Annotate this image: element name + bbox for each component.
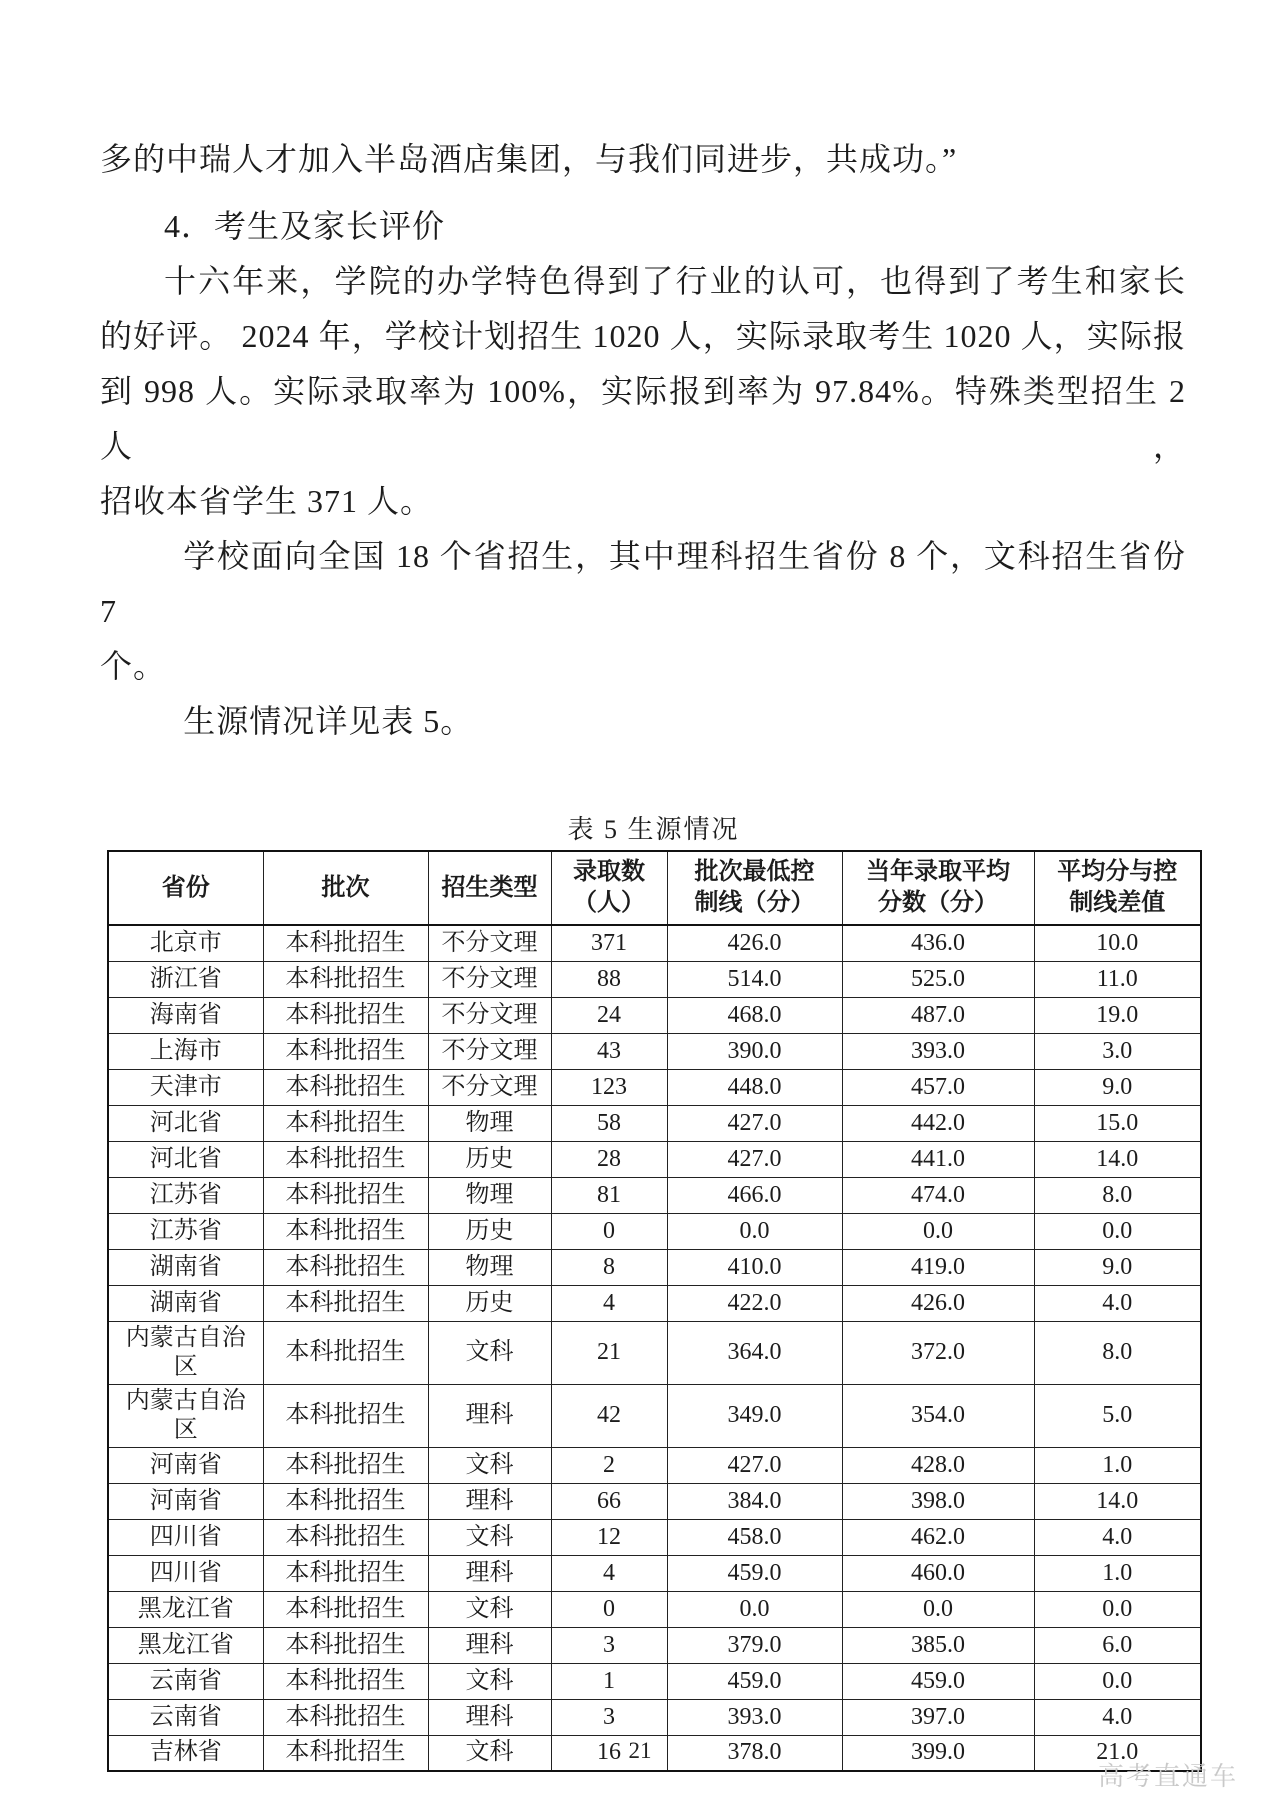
table-cell: 14.0 — [1034, 1141, 1201, 1177]
paragraph-line: 招收本省学生 371 人。 — [100, 483, 434, 519]
table-row — [108, 1285, 1201, 1321]
table-cell: 428.0 — [842, 1447, 1034, 1483]
table-cell: 内蒙古自治区 — [108, 1384, 263, 1447]
table-cell: 1.0 — [1034, 1447, 1201, 1483]
table-cell: 物理 — [428, 1249, 551, 1285]
table-cell: 487.0 — [842, 997, 1034, 1033]
table-row — [108, 1627, 1201, 1663]
table-cell: 河南省 — [108, 1447, 263, 1483]
table-cell: 15.0 — [1034, 1105, 1201, 1141]
table-cell: 19.0 — [1034, 997, 1201, 1033]
table-cell: 文科 — [428, 1663, 551, 1699]
paragraph-line: 十六年来，学院的办学特色得到了行业的认可，也得到了考生和家长 — [164, 263, 1186, 299]
table-cell: 本科批招生 — [263, 1591, 428, 1627]
table-cell: 81 — [551, 1177, 667, 1213]
table-body — [108, 925, 1201, 1771]
table-row — [108, 1321, 1201, 1384]
table-cell: 8.0 — [1034, 1321, 1201, 1384]
table-cell: 88 — [551, 961, 667, 997]
table-header-row — [108, 851, 1201, 925]
table-cell: 文科 — [428, 1519, 551, 1555]
table-row — [108, 961, 1201, 997]
table-row — [108, 1249, 1201, 1285]
table-cell: 5.0 — [1034, 1384, 1201, 1447]
paragraph-line: 到 998 人。实际录取率为 100%，实际报到率为 97.84%。特殊类型招生 2 人， — [100, 373, 1186, 464]
table-cell: 本科批招生 — [263, 1483, 428, 1519]
table-cell: 0 — [551, 1591, 667, 1627]
table-cell: 427.0 — [667, 1105, 842, 1141]
table-cell: 0.0 — [842, 1591, 1034, 1627]
header-cell: 省份 — [108, 851, 263, 925]
table-cell: 28 — [551, 1141, 667, 1177]
table-cell: 460.0 — [842, 1555, 1034, 1591]
table-cell: 不分文理 — [428, 961, 551, 997]
table-cell: 459.0 — [667, 1555, 842, 1591]
table-cell: 349.0 — [667, 1384, 842, 1447]
table-cell: 黑龙江省 — [108, 1591, 263, 1627]
table-cell: 物理 — [428, 1177, 551, 1213]
table-cell: 390.0 — [667, 1033, 842, 1069]
table-cell: 43 — [551, 1033, 667, 1069]
table-cell: 10.0 — [1034, 925, 1201, 961]
table-cell: 云南省 — [108, 1699, 263, 1735]
table-cell: 426.0 — [842, 1285, 1034, 1321]
table-cell: 本科批招生 — [263, 1735, 428, 1771]
table-cell: 3.0 — [1034, 1033, 1201, 1069]
table-cell: 436.0 — [842, 925, 1034, 961]
table-cell: 本科批招生 — [263, 1321, 428, 1384]
table-cell: 本科批招生 — [263, 1519, 428, 1555]
table-row — [108, 1555, 1201, 1591]
table-cell: 393.0 — [842, 1033, 1034, 1069]
table-cell: 本科批招生 — [263, 1384, 428, 1447]
table-cell: 371 — [551, 925, 667, 961]
table-row — [108, 925, 1201, 961]
table-cell: 内蒙古自治区 — [108, 1321, 263, 1384]
table-cell: 6.0 — [1034, 1627, 1201, 1663]
table-cell: 文科 — [428, 1591, 551, 1627]
header-cell: 批次最低控 制线（分） — [667, 851, 842, 925]
table-cell: 本科批招生 — [263, 1285, 428, 1321]
table-cell: 吉林省 — [108, 1735, 263, 1771]
table-cell: 本科批招生 — [263, 1627, 428, 1663]
table-row — [108, 1177, 1201, 1213]
table-cell: 410.0 — [667, 1249, 842, 1285]
table-cell: 9.0 — [1034, 1069, 1201, 1105]
table-cell: 123 — [551, 1069, 667, 1105]
table-cell: 9.0 — [1034, 1249, 1201, 1285]
table-cell: 426.0 — [667, 925, 842, 961]
table-cell: 379.0 — [667, 1627, 842, 1663]
paragraph-line: 的好评。 2024 年，学校计划招生 1020 人，实际录取考生 1020 人，实际报 — [100, 318, 1186, 354]
table-row — [108, 1213, 1201, 1249]
table-row — [108, 1033, 1201, 1069]
table-cell: 历史 — [428, 1213, 551, 1249]
table-cell: 24 — [551, 997, 667, 1033]
table-cell: 3 — [551, 1699, 667, 1735]
table-cell: 本科批招生 — [263, 1177, 428, 1213]
table-cell: 0.0 — [667, 1213, 842, 1249]
table-cell: 物理 — [428, 1105, 551, 1141]
table-cell: 66 — [551, 1483, 667, 1519]
table-cell: 58 — [551, 1105, 667, 1141]
table-row — [108, 1447, 1201, 1483]
table-cell: 16 — [551, 1735, 667, 1771]
table-row — [108, 1663, 1201, 1699]
table-cell: 441.0 — [842, 1141, 1034, 1177]
table-cell: 不分文理 — [428, 997, 551, 1033]
table-cell: 14.0 — [1034, 1483, 1201, 1519]
table-cell: 466.0 — [667, 1177, 842, 1213]
table-cell: 本科批招生 — [263, 1105, 428, 1141]
table-cell: 384.0 — [667, 1483, 842, 1519]
table-cell: 0 — [551, 1213, 667, 1249]
table-cell: 本科批招生 — [263, 1069, 428, 1105]
table-row — [108, 1384, 1201, 1447]
table-cell: 462.0 — [842, 1519, 1034, 1555]
table-cell: 本科批招生 — [263, 997, 428, 1033]
header-cell: 招生类型 — [428, 851, 551, 925]
table-cell: 文科 — [428, 1321, 551, 1384]
section-heading: 4．考生及家长评价 — [164, 208, 446, 244]
table-cell: 427.0 — [667, 1447, 842, 1483]
table-row — [108, 997, 1201, 1033]
table-cell: 4 — [551, 1285, 667, 1321]
table-cell: 江苏省 — [108, 1177, 263, 1213]
table-cell: 不分文理 — [428, 925, 551, 961]
header-cell: 批次 — [263, 851, 428, 925]
table-cell: 393.0 — [667, 1699, 842, 1735]
table-cell: 448.0 — [667, 1069, 842, 1105]
table-cell: 4.0 — [1034, 1285, 1201, 1321]
table-cell: 4.0 — [1034, 1519, 1201, 1555]
table-cell: 422.0 — [667, 1285, 842, 1321]
table-cell: 2 — [551, 1447, 667, 1483]
table-row — [108, 1483, 1201, 1519]
table-cell: 本科批招生 — [263, 925, 428, 961]
table-cell: 本科批招生 — [263, 1033, 428, 1069]
table-cell: 21 — [551, 1321, 667, 1384]
page-content — [100, 0, 1186, 1772]
table-cell: 江苏省 — [108, 1213, 263, 1249]
table-cell: 42 — [551, 1384, 667, 1447]
table-row — [108, 1141, 1201, 1177]
table-row — [108, 1105, 1201, 1141]
table-cell: 474.0 — [842, 1177, 1034, 1213]
table-row — [108, 1699, 1201, 1735]
table-cell: 0.0 — [1034, 1213, 1201, 1249]
table-cell: 1 — [551, 1663, 667, 1699]
table-cell: 8.0 — [1034, 1177, 1201, 1213]
table-cell: 天津市 — [108, 1069, 263, 1105]
table-cell: 459.0 — [842, 1663, 1034, 1699]
table-cell: 云南省 — [108, 1663, 263, 1699]
table-cell: 本科批招生 — [263, 1249, 428, 1285]
table-cell: 黑龙江省 — [108, 1627, 263, 1663]
table-row — [108, 1519, 1201, 1555]
table-cell: 21.0 — [1034, 1735, 1201, 1771]
table-cell: 理科 — [428, 1699, 551, 1735]
table-cell: 文科 — [428, 1447, 551, 1483]
table-cell: 4.0 — [1034, 1699, 1201, 1735]
table-cell: 湖南省 — [108, 1249, 263, 1285]
table-cell: 385.0 — [842, 1627, 1034, 1663]
table-cell: 419.0 — [842, 1249, 1034, 1285]
table-cell: 0.0 — [1034, 1663, 1201, 1699]
table-cell: 历史 — [428, 1285, 551, 1321]
table-row — [108, 1591, 1201, 1627]
page-number: 21 — [628, 1738, 652, 1763]
table-cell: 372.0 — [842, 1321, 1034, 1384]
table-cell: 442.0 — [842, 1105, 1034, 1141]
header-cell: 当年录取平均 分数（分） — [842, 851, 1034, 925]
table-cell: 12 — [551, 1519, 667, 1555]
table-cell: 457.0 — [842, 1069, 1034, 1105]
table-cell: 8 — [551, 1249, 667, 1285]
header-cell: 平均分与控 制线差值 — [1034, 851, 1201, 925]
table-cell: 468.0 — [667, 997, 842, 1033]
table-cell: 本科批招生 — [263, 1663, 428, 1699]
table-cell: 398.0 — [842, 1483, 1034, 1519]
table-cell: 0.0 — [842, 1213, 1034, 1249]
table-cell: 北京市 — [108, 925, 263, 961]
paragraph-line: 学校面向全国 18 个省招生，其中理科招生省份 8 个，文科招生省份 7 — [100, 538, 1186, 629]
table-caption: 表 5 生源情况 — [567, 815, 740, 844]
table-cell: 459.0 — [667, 1663, 842, 1699]
table-cell: 0.0 — [1034, 1591, 1201, 1627]
paragraph-continuation-line: 多的中瑞人才加入半岛酒店集团，与我们同进步，共成功。” — [100, 141, 958, 177]
table-cell: 397.0 — [842, 1699, 1034, 1735]
table-cell: 364.0 — [667, 1321, 842, 1384]
table-cell: 河南省 — [108, 1483, 263, 1519]
header-cell: 录取数 （人） — [551, 851, 667, 925]
table-cell: 河北省 — [108, 1105, 263, 1141]
table-cell: 458.0 — [667, 1519, 842, 1555]
table-cell: 理科 — [428, 1483, 551, 1519]
table-cell: 378.0 — [667, 1735, 842, 1771]
table-cell: 理科 — [428, 1555, 551, 1591]
table-cell: 本科批招生 — [263, 1141, 428, 1177]
table-cell: 514.0 — [667, 961, 842, 997]
table-cell: 本科批招生 — [263, 961, 428, 997]
table-cell: 上海市 — [108, 1033, 263, 1069]
watermark-text: 高考直通车 — [1097, 1761, 1238, 1791]
table-cell: 历史 — [428, 1141, 551, 1177]
table-cell: 354.0 — [842, 1384, 1034, 1447]
table-cell: 浙江省 — [108, 961, 263, 997]
table-cell: 不分文理 — [428, 1033, 551, 1069]
table-cell: 3 — [551, 1627, 667, 1663]
table-cell: 理科 — [428, 1384, 551, 1447]
table-cell: 本科批招生 — [263, 1213, 428, 1249]
table-cell: 本科批招生 — [263, 1699, 428, 1735]
paragraph-line: 个。 — [100, 648, 167, 684]
table-header — [108, 851, 1201, 925]
paragraph-line: 生源情况详见表 5。 — [183, 703, 474, 739]
table-cell: 理科 — [428, 1627, 551, 1663]
table-cell: 本科批招生 — [263, 1555, 428, 1591]
table-row — [108, 1069, 1201, 1105]
table-cell: 4 — [551, 1555, 667, 1591]
table-cell: 399.0 — [842, 1735, 1034, 1771]
table-cell: 海南省 — [108, 997, 263, 1033]
table-cell: 不分文理 — [428, 1069, 551, 1105]
table-cell: 四川省 — [108, 1519, 263, 1555]
table-cell: 427.0 — [667, 1141, 842, 1177]
table-cell: 文科 — [428, 1735, 551, 1771]
table-cell: 11.0 — [1034, 961, 1201, 997]
table-cell: 河北省 — [108, 1141, 263, 1177]
table-cell: 0.0 — [667, 1591, 842, 1627]
table-cell: 四川省 — [108, 1555, 263, 1591]
table-cell: 1.0 — [1034, 1555, 1201, 1591]
table-cell: 湖南省 — [108, 1285, 263, 1321]
table-cell: 本科批招生 — [263, 1447, 428, 1483]
table-cell: 525.0 — [842, 961, 1034, 997]
student-source-table — [107, 850, 1202, 1772]
